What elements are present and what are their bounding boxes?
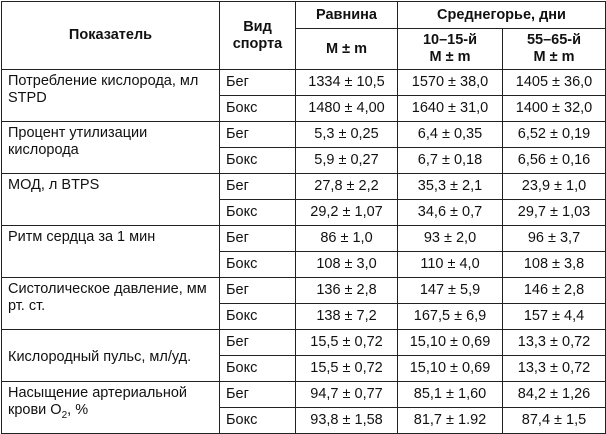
indicator-cell	[2, 382, 220, 434]
table-row	[2, 174, 606, 200]
plain-value: 138 ± 7,2	[296, 304, 398, 330]
day10-value: 1640 ± 31,0	[398, 96, 503, 122]
plain-value: 29,2 ± 1,07	[296, 200, 398, 226]
day55-value: 13,3 ± 0,72	[503, 356, 606, 382]
plain-value: 5,9 ± 0,27	[296, 148, 398, 174]
plain-value: 93,8 ± 1,58	[296, 408, 398, 434]
table-row	[2, 330, 606, 356]
indicator-cell: МОД, л BTPS	[2, 174, 220, 226]
period-mean: M ± m	[429, 49, 471, 65]
plain-value: 15,5 ± 0,72	[296, 330, 398, 356]
table-row	[2, 122, 606, 148]
day10-value: 110 ± 4,0	[398, 252, 503, 278]
indicator-unit: , %	[67, 402, 89, 418]
indicator-cell: Процент утилизации кислорода	[2, 122, 220, 174]
day55-value: 6,56 ± 0,16	[503, 148, 606, 174]
table-body	[2, 70, 606, 434]
header-plain: Равнина	[296, 2, 398, 29]
day10-value: 35,3 ± 2,1	[398, 174, 503, 200]
day10-value: 1570 ± 38,0	[398, 70, 503, 96]
indicator-text: Насыщение артериальной крови O	[8, 385, 188, 418]
day10-value: 15,10 ± 0,69	[398, 330, 503, 356]
table-row	[2, 70, 606, 96]
plain-value: 1480 ± 4,00	[296, 96, 398, 122]
sport-cell: Бег	[220, 70, 296, 96]
table-row	[2, 382, 606, 408]
sport-cell: Бег	[220, 122, 296, 148]
day10-value: 81,7 ± 1.92	[398, 408, 503, 434]
sport-cell: Бокс	[220, 252, 296, 278]
table-row	[2, 226, 606, 252]
header-plain-mean: M ± m	[296, 29, 398, 70]
data-table	[1, 1, 606, 434]
sport-cell: Бег	[220, 330, 296, 356]
sport-cell: Бокс	[220, 96, 296, 122]
day55-value: 23,9 ± 1,0	[503, 174, 606, 200]
plain-value: 5,3 ± 0,25	[296, 122, 398, 148]
plain-value: 94,7 ± 0,77	[296, 382, 398, 408]
day55-value: 1400 ± 32,0	[503, 96, 606, 122]
plain-value: 86 ± 1,0	[296, 226, 398, 252]
day10-value: 167,5 ± 6,9	[398, 304, 503, 330]
day10-value: 93 ± 2,0	[398, 226, 503, 252]
day10-value: 6,4 ± 0,35	[398, 122, 503, 148]
indicator-cell: Систолическое давление, мм рт. ст.	[2, 278, 220, 330]
day10-value: 34,6 ± 0,7	[398, 200, 503, 226]
day55-value: 84,2 ± 1,26	[503, 382, 606, 408]
period-mean: M ± m	[533, 49, 575, 65]
plain-value: 108 ± 3,0	[296, 252, 398, 278]
day55-value: 1405 ± 36,0	[503, 70, 606, 96]
header-period-10-15	[398, 29, 503, 70]
day55-value: 87,4 ± 1,5	[503, 408, 606, 434]
table-header	[2, 2, 606, 70]
plain-value: 136 ± 2,8	[296, 278, 398, 304]
sport-cell: Бег	[220, 382, 296, 408]
sport-cell: Бокс	[220, 200, 296, 226]
sport-cell: Бокс	[220, 356, 296, 382]
header-indicator: Показатель	[2, 2, 220, 70]
table-row	[2, 278, 606, 304]
sport-cell: Бокс	[220, 304, 296, 330]
header-period-55-65	[503, 29, 606, 70]
indicator-cell: Потребление кислорода, мл STPD	[2, 70, 220, 122]
day55-value: 13,3 ± 0,72	[503, 330, 606, 356]
period-label: 55–65-й	[526, 32, 582, 48]
plain-value: 1334 ± 10,5	[296, 70, 398, 96]
day55-value: 157 ± 4,4	[503, 304, 606, 330]
indicator-cell: Ритм сердца за 1 мин	[2, 226, 220, 278]
sport-cell: Бокс	[220, 148, 296, 174]
day10-value: 85,1 ± 1,60	[398, 382, 503, 408]
header-sport-type: Вид спорта	[220, 2, 296, 70]
day55-value: 96 ± 3,7	[503, 226, 606, 252]
sport-cell: Бег	[220, 226, 296, 252]
day10-value: 15,10 ± 0,69	[398, 356, 503, 382]
day55-value: 29,7 ± 1,03	[503, 200, 606, 226]
indicator-subscript: 2	[61, 409, 68, 421]
sport-cell: Бег	[220, 278, 296, 304]
plain-value: 15,5 ± 0,72	[296, 356, 398, 382]
day55-value: 146 ± 2,8	[503, 278, 606, 304]
sport-cell: Бокс	[220, 408, 296, 434]
day55-value: 6,52 ± 0,19	[503, 122, 606, 148]
day55-value: 108 ± 3,8	[503, 252, 606, 278]
indicator-cell: Кислородный пульс, мл/уд.	[2, 330, 220, 382]
plain-value: 27,8 ± 2,2	[296, 174, 398, 200]
header-midmountain: Среднегорье, дни	[398, 2, 606, 29]
sport-cell: Бег	[220, 174, 296, 200]
day10-value: 6,7 ± 0,18	[398, 148, 503, 174]
period-label: 10–15-й	[422, 32, 478, 48]
day10-value: 147 ± 5,9	[398, 278, 503, 304]
